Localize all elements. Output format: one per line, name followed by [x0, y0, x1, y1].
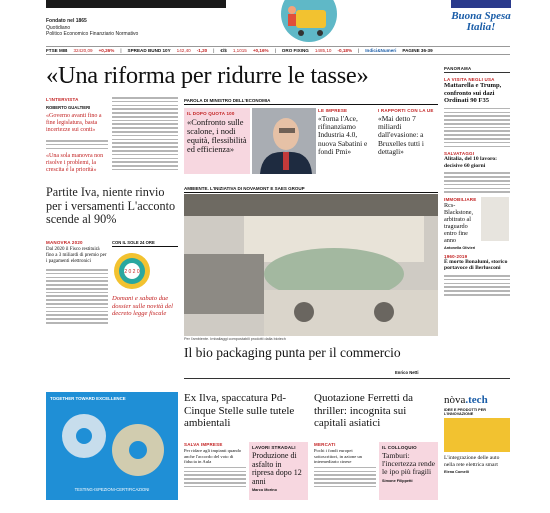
nova-author: Elena Comelli [444, 470, 469, 475]
minister-band [184, 98, 438, 105]
story-lead: Per ridare agli impianti quando anche l'accordo del voto di fiducia in Aula [184, 448, 242, 465]
masthead-logo-band [46, 0, 226, 8]
market-ticker: FTSE MIB 32420,09 +0,26% | SPREAD BUND 10Y 142,40 -1,20 | €/$ 1,1015 +0,16% | ORO FIXING 1485,10 -0,18% | Indici&Numeri PAGINE 36-39 [46, 46, 510, 55]
brief-asphalt[interactable] [249, 442, 308, 500]
brief-title[interactable]: Produzione di asfalto in ripresa dopo 12 anni [252, 451, 302, 486]
advert-label: TOGETHER TOWARD EXCELLENCE [50, 396, 126, 401]
ticker-label: SPREAD BUND 10Y [127, 48, 171, 53]
promo-kicker: CON IL SOLE 24 ORE [112, 240, 178, 247]
packaging-band [184, 186, 438, 193]
band-label: AMBIENTE. L'INIZIATIVA DI NOVAMONT E SAES GROUP [184, 186, 438, 193]
indices-link[interactable]: Indici&Numeri [365, 48, 397, 53]
minister-portrait [252, 108, 316, 174]
story-kicker: I RAPPORTI CON LA UE [378, 108, 434, 113]
story-title[interactable]: «Mai detto 7 miliardi dall'evasione: a Bruxelles tutti i dettagli» [378, 114, 424, 156]
sidebar-kicker: LA VISITA NEGLI USA [444, 77, 495, 82]
story-kicker: LE IMPRESE [318, 108, 348, 113]
ticker-delta: +0,16% [252, 48, 269, 53]
building-thumbnail [481, 197, 509, 241]
band-label: PAROLA DI MINISTRO DELL'ECONOMIA [184, 98, 438, 105]
ticker-label: ORO FIXING [281, 48, 309, 53]
nova-box[interactable] [444, 394, 510, 474]
story-ue[interactable] [378, 108, 438, 156]
sidebar-story-title[interactable]: Rcs-Blackstone, arbitrato al traguardo entro fine anno [444, 201, 474, 244]
nova-story-title[interactable]: L'integrazione delle auto nella rete elettrica smart [444, 455, 500, 468]
newspaper-subtitle: Politico Economico Finanziario Normativo [46, 31, 139, 37]
packaging-machine-image [184, 194, 438, 336]
section-divider [184, 378, 510, 379]
story-kicker: IL DOPO QUOTA 100 [187, 111, 235, 116]
story-kicker: MERCATI [314, 442, 336, 447]
brief-tamburi[interactable] [379, 442, 438, 500]
gears-illustration [46, 392, 178, 500]
sidebar-kicker: IMMOBILIARE [444, 196, 477, 202]
sidebar-section-title: PANORAMA [444, 66, 510, 73]
feature-title[interactable]: Partite Iva, niente rinvio per i versamenti L'acconto scende al 90% [46, 185, 176, 226]
shopping-cart-illustration [270, 0, 348, 42]
sidebar-kicker: 1960-2019 [444, 253, 468, 259]
newspaper-type: Quotidiano [46, 24, 71, 31]
story-title[interactable]: «Torna l'Ace, rifinanziamo Industria 4.0, nuova Sabatini e fondi Pmi» [318, 114, 368, 156]
masthead [0, 0, 550, 42]
story-kicker: SALVA IMPRESE [184, 442, 223, 447]
panorama-sidebar [444, 66, 510, 298]
sidebar-kicker: SALVATAGGI [444, 151, 475, 157]
interview-block [46, 97, 108, 174]
testing-advert[interactable] [46, 392, 178, 500]
badge-label: 2 0 2 0 [124, 269, 140, 275]
ticker-value: 1,1015 [232, 48, 247, 53]
promo-text: Domani e sabato due dossier sulle novità del decreto legge fiscale [112, 295, 173, 318]
story-ilva-title[interactable]: Ex Ilva, spaccatura Pd-Cinque Stelle sulle tutele ambientali [184, 392, 295, 429]
ticker-delta: +0,26% [98, 48, 115, 53]
ev-charger-image [444, 418, 510, 452]
ticker-value: 142,40 [176, 48, 191, 53]
interview-body-text [112, 97, 178, 173]
advert-footer: TESTING-ISPEZIONI-CERTIFICAZIONI [74, 487, 150, 492]
sidebar-story-title[interactable]: Mattarella e Trump, confronto sui dazi Ordinati 90 F35 [444, 82, 502, 105]
manovra-block [46, 240, 108, 326]
text-lines [46, 140, 108, 149]
founded-text: Fondato nel 1865 [46, 18, 87, 24]
brief-kicker: IL COLLOQUIO [382, 445, 417, 450]
ticker-pages: PAGINE 36-39 [402, 48, 433, 53]
manovra-lead[interactable]: Dal 2020 il Fisco restituirà fino a 3 miliardi di premio per i pagamenti elettronici [46, 247, 107, 264]
interview-kicker: L'INTERVISTA [46, 97, 79, 102]
sidebar-story-title[interactable]: Alitalia, del 10 lavoro: decisive 60 giorni [444, 156, 498, 169]
masthead-meta [46, 18, 138, 38]
promo-flag [451, 0, 511, 8]
promo-box[interactable] [445, 0, 517, 38]
promo-line-2: Italia! [466, 21, 496, 33]
ticker-label: FTSE MIB [46, 48, 68, 53]
photo-caption: Per l'ambiente. Imballaggi compostabili prodotti dalla biotech [184, 337, 286, 341]
brief-title[interactable]: Tamburi: l'incertezza rende le ipo più fragili [382, 451, 436, 477]
ticker-delta: -1,20 [196, 48, 208, 53]
nova-logo: nòva.tech [444, 394, 488, 406]
brief-author: Simone Filippetti [382, 478, 413, 483]
nova-tagline: IDEE E PRODOTTI PER L'INNOVAZIONE [444, 408, 486, 416]
2020-badge [112, 251, 152, 291]
ticker-delta: -0,18% [337, 48, 353, 53]
promo-line-1: Buona Spesa [451, 10, 511, 22]
ticker-value: 1485,10 [314, 48, 332, 53]
packaging-headline[interactable]: Il bio packaging punta per il commercio [184, 345, 401, 360]
brief-author: Marco Morino [252, 488, 277, 493]
interview-author: ROBERTO GUALTIERI [46, 105, 91, 110]
story-title[interactable]: «Confronto sulle scalone, i nodi equità, flessibilità ed efficienza» [187, 118, 247, 154]
sidebar-story-title[interactable]: È morto Bonalumi, storico portavoce di Berlusconi [444, 258, 508, 272]
story-lead: Pochi i fondi europei sottoscrittori, in azione un intermediario cinese [314, 448, 362, 465]
story-box[interactable] [184, 108, 250, 174]
manovra-kicker: MANOVRA 2020 [46, 240, 83, 245]
story-ferretti-body [314, 442, 376, 489]
brief-kicker: LAVORI STRADALI [252, 445, 296, 450]
story-imprese[interactable] [318, 108, 374, 156]
story-ferretti-title[interactable]: Quotazione Ferretti da thriller: incognita sui capitali asiatici [314, 392, 413, 429]
feature-tax [46, 186, 178, 227]
packaging-author: Enrico Netti [395, 370, 419, 375]
main-headline[interactable]: «Una riforma per ridurre le tasse» [46, 62, 369, 89]
ticker-value: 32420,09 [73, 48, 93, 53]
ticker-label: €/$ [220, 48, 227, 53]
story-ilva-body [184, 442, 246, 489]
interview-quote[interactable]: «Una sola manovra non risolve i problemi, la crescita è la priorità» [46, 153, 104, 174]
interview-quote[interactable]: «Governo avanti fino a fine legislatura, basta incertezze sui conti» [46, 113, 102, 133]
sole-promo[interactable] [112, 240, 178, 318]
sidebar-author: Antonella Olivieri [444, 245, 476, 250]
packaging-photo [184, 194, 438, 336]
